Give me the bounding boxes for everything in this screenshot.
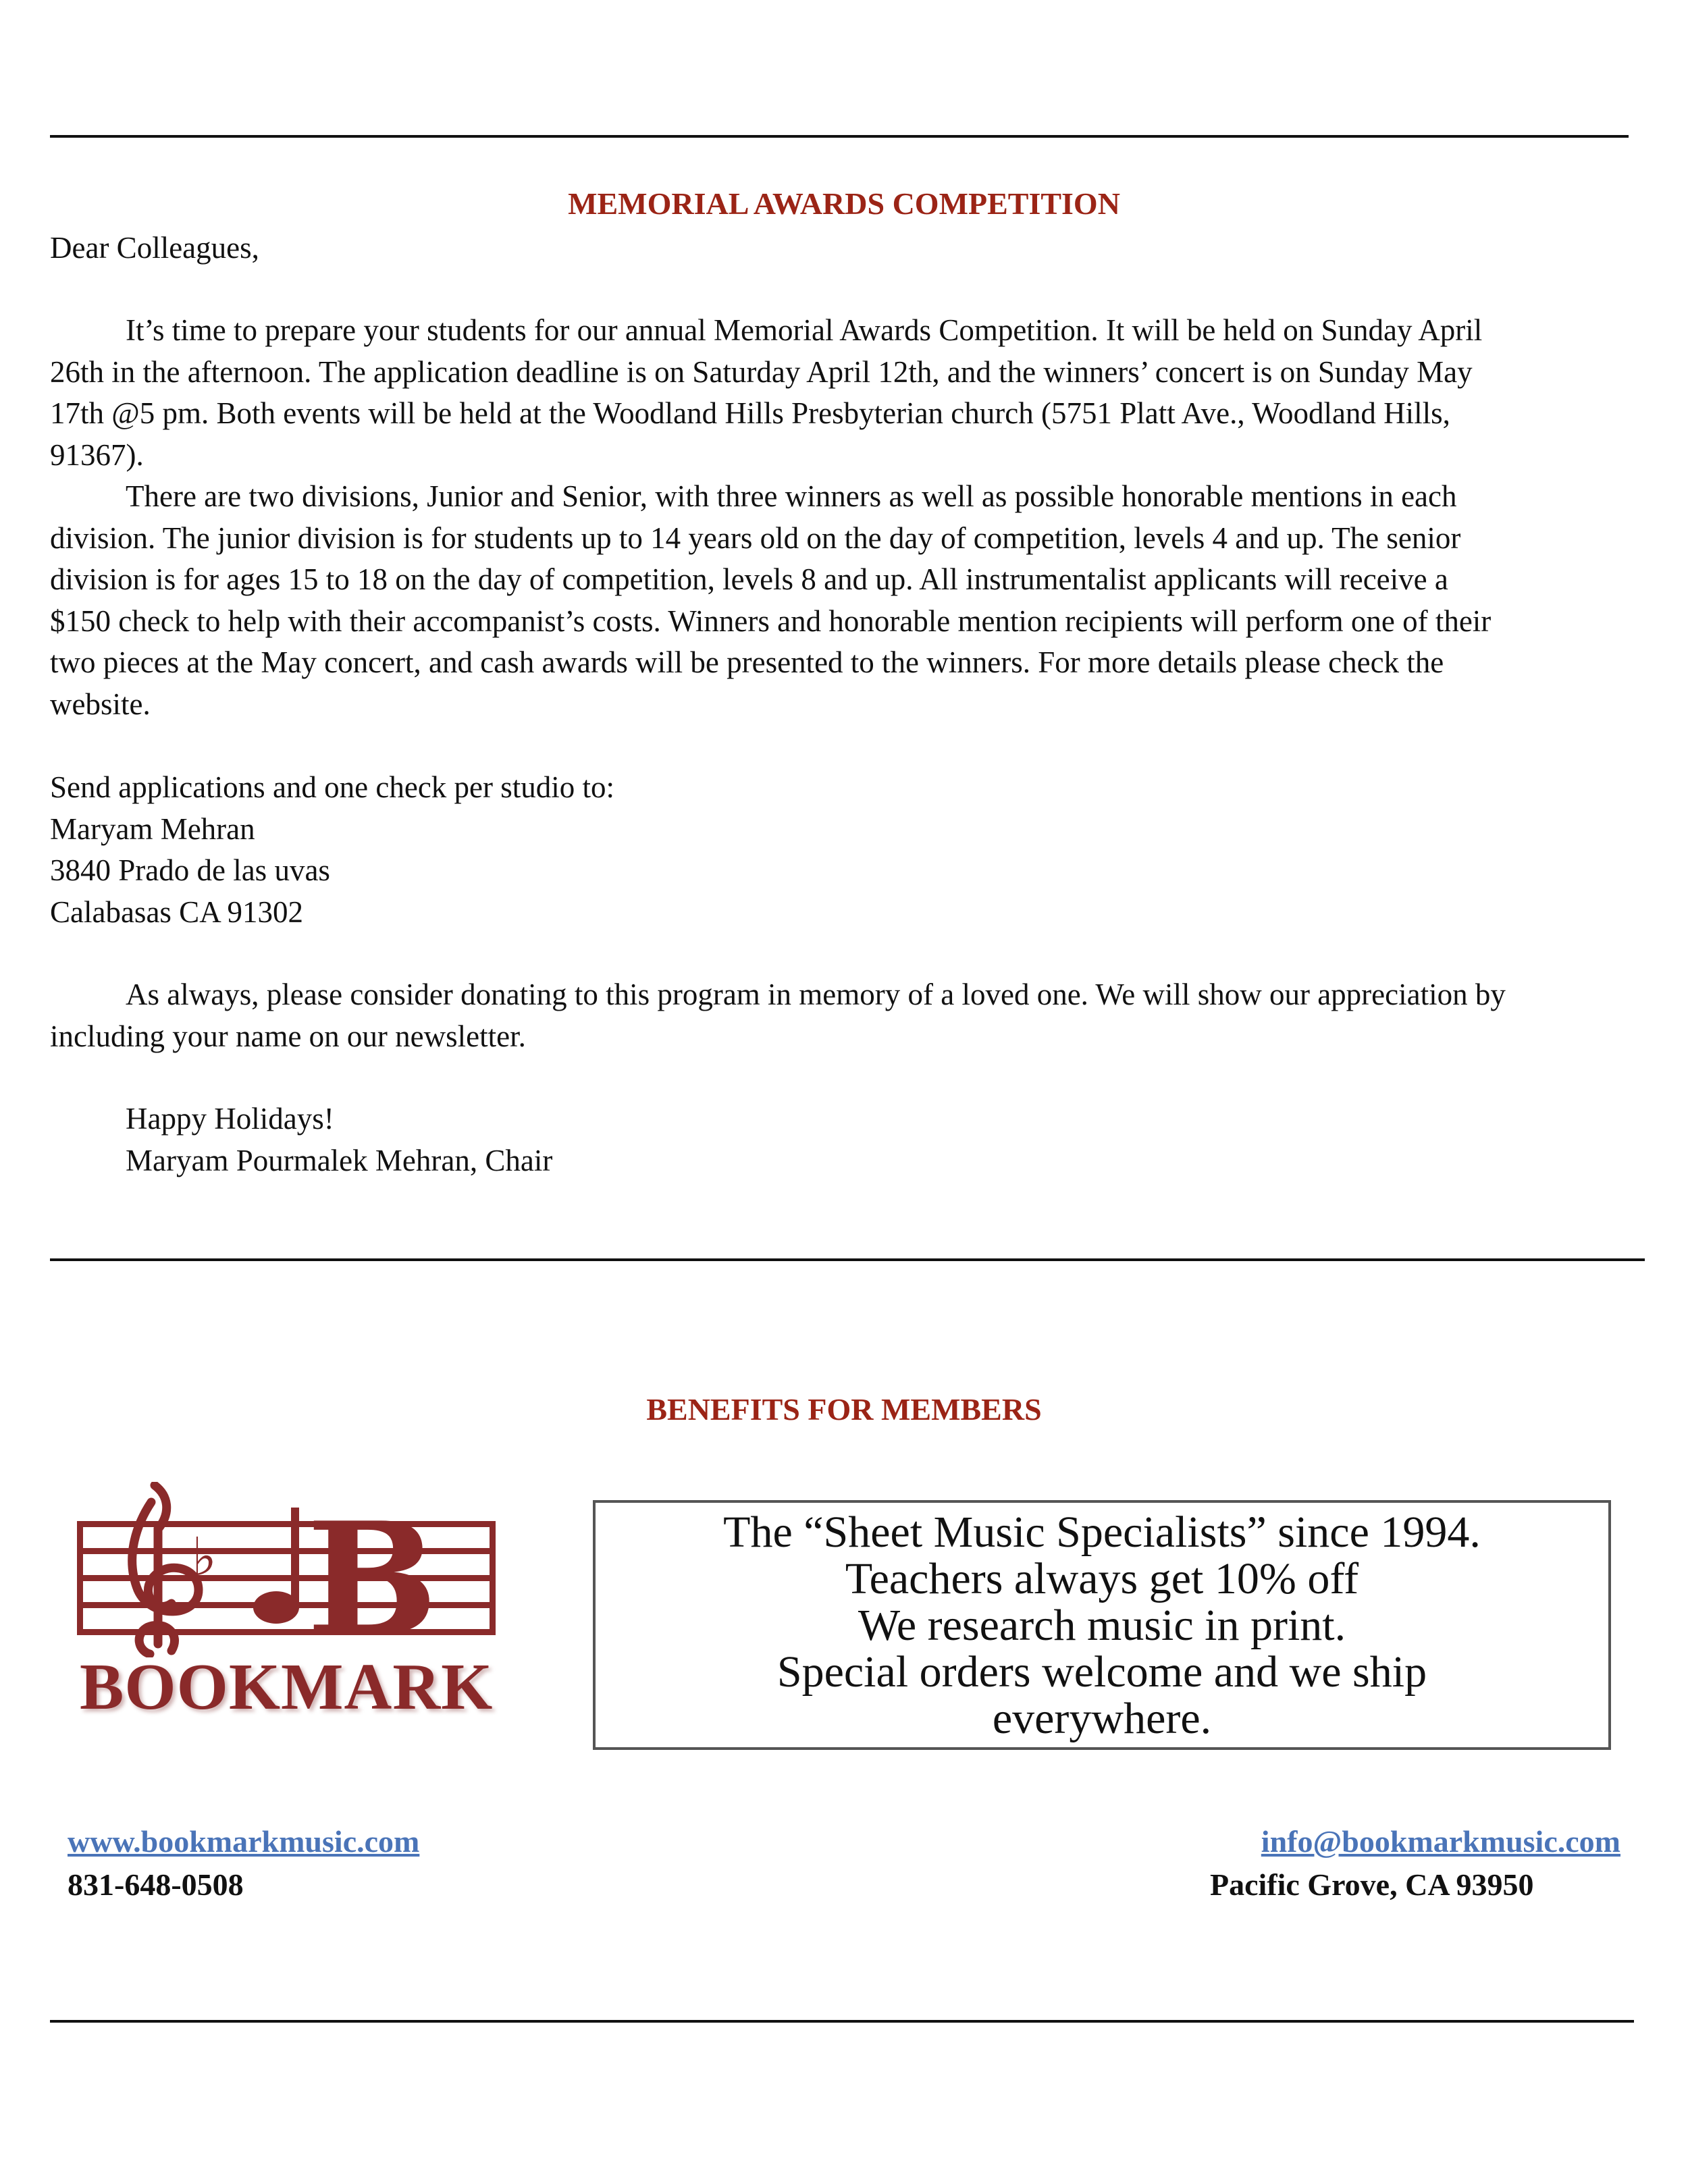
ad-box xyxy=(593,1500,1611,1750)
closing: Happy Holidays! xyxy=(126,1102,334,1136)
paragraph-line: division is for ages 15 to 18 on the day of competition, levels 8 and up. All instrumentalist applicants will receive a xyxy=(50,562,1448,596)
address-name: Maryam Mehran xyxy=(50,812,255,846)
send-to-label: Send applications and one check per studio to: xyxy=(50,770,615,804)
ad-line: Special orders welcome and we ship xyxy=(776,1647,1427,1697)
paragraph-line: 91367). xyxy=(50,437,144,472)
location: Pacific Grove, CA 93950 xyxy=(1210,1867,1534,1902)
bookmark-logo xyxy=(70,1482,502,1752)
svg-text:B: B xyxy=(307,1489,438,1657)
bottom-divider xyxy=(50,2020,1634,2023)
paragraph-divisions xyxy=(50,476,1643,725)
paragraph-line: division. The junior division is for students up to 14 years old on the day of competition, levels 4 and up. The senior xyxy=(50,521,1461,555)
paragraph-line: There are two divisions, Junior and Senior, with three winners as well as possible honorable mentions in each xyxy=(126,479,1457,513)
paragraph-line: 17th @5 pm. Both events will be held at the Woodland Hills Presbyterian church (5751 Platt Ave., Woodland Hills, xyxy=(50,396,1450,430)
email-link[interactable]: info@bookmarkmusic.com xyxy=(1261,1824,1620,1859)
address-city: Calabasas CA 91302 xyxy=(50,895,303,929)
address-street: 3840 Prado de las uvas xyxy=(50,853,330,887)
logo-wordmark: BOOKMARK xyxy=(80,1651,494,1724)
benefits-heading: BENEFITS FOR MEMBERS xyxy=(646,1392,1042,1427)
signature: Maryam Pourmalek Mehran, Chair xyxy=(126,1144,553,1177)
middle-divider xyxy=(50,1258,1645,1261)
paragraph-line: It’s time to prepare your students for our annual Memorial Awards Competition. It will be held on Sunday April xyxy=(126,313,1483,347)
paragraph-line: As always, please consider donating to this program in memory of a loved one. We will show our appreciation by xyxy=(126,978,1506,1011)
paragraph-competition-dates xyxy=(50,310,1643,476)
paragraph-line: website. xyxy=(50,687,151,721)
top-divider xyxy=(50,135,1629,138)
paragraph-line: $150 check to help with their accompanist’s costs. Winners and honorable mention recipients will perform one of their xyxy=(50,604,1492,638)
music-staff-icon xyxy=(70,1482,502,1657)
ad-line: Teachers always get 10% off xyxy=(845,1553,1359,1603)
ad-line: We research music in print. xyxy=(858,1600,1346,1650)
paragraph-donation xyxy=(50,974,1643,1057)
paragraph-line: including your name on our newsletter. xyxy=(50,1019,526,1053)
ad-line: everywhere. xyxy=(992,1693,1212,1743)
paragraph-line: 26th in the afternoon. The application deadline is on Saturday April 12th, and the winners’ concert is on Sunday May xyxy=(50,354,1473,389)
svg-text:♭: ♭ xyxy=(192,1526,217,1588)
paragraph-line: two pieces at the May concert, and cash awards will be presented to the winners. For more details please check the xyxy=(50,645,1444,679)
memorial-heading: MEMORIAL AWARDS COMPETITION xyxy=(568,186,1120,221)
greeting: Dear Colleagues, xyxy=(50,231,259,265)
website-link[interactable]: www.bookmarkmusic.com xyxy=(68,1824,420,1859)
phone-number: 831-648-0508 xyxy=(68,1867,244,1902)
ad-line: The “Sheet Music Specialists” since 1994. xyxy=(723,1507,1481,1557)
